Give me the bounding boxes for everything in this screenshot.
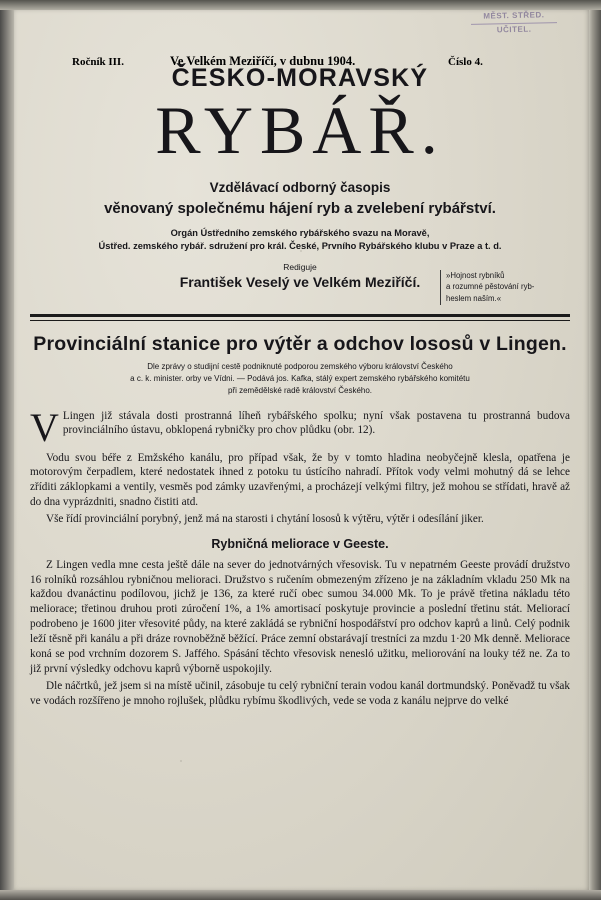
byline-line-1: Dle zprávy o studijní cestě podniknuté podporou zemského výboru království Českého: [147, 361, 453, 371]
journal-title-line-1: ČESKO-MORAVSKÝ: [171, 64, 429, 92]
article-byline: [30, 361, 570, 397]
paragraph-4: Z Lingen vedla mne cesta ještě dále na sever do jednotvárných vřesovisk. Tu v nepatrném Geeste provádí družstvo 16 rolníků rozsáhlou rybničnou melioraci. Družstvo s ručením obmezeným zřízeno je na základním vkladu 250 Mk na každou dvanáctinu podílovou, jichž je 136, za které ručí obec sumou 34.000 Mk. To je právě třetina nákladu této meliorace; třetinou druhou proti zúročení 1%, a 1% amortisací poskytuje provincie a poslední třetinu stát. Meliorací podrobeno je 1600 jiter vřesovité půdy, na které zakládá se rybniční hospodářství pro odchov kaprů a linů. Celý podnik leží těsně při kanálu a při dráze rovnoběžně běžící. Práce zemní obstarávají trestníci za mzdu 1·20 Mk denně. Meliorace koná se pod vrchním dozorem S. Jaffého. Spásání těchto vřesovisk nenesló užitku, meliorování na louky též ne. Za to již první výsledky odchovu kaprů výborně uspokojily.: [30, 558, 570, 675]
motto-line-1: »Hojnost rybníků: [446, 270, 505, 280]
editor-row: [30, 270, 570, 308]
article-body: [30, 404, 570, 709]
byline-line-2: a c. k. minister. orby ve Vídni. — Podává jos. Kafka, stálý expert zemského rybářského komitétu: [130, 373, 470, 383]
article-subhead: Rybničná meliorace v Geeste.: [211, 537, 389, 552]
scan-edge-top: [0, 0, 601, 10]
organ-line-2: Ústřed. zemského rybář. sdružení pro král. České, Prvního Rybářského klubu v Praze a t. d.: [98, 241, 502, 252]
masthead-divider: [30, 314, 570, 321]
article-headline: Provinciální stanice pro výtěr a odchov lososů v Lingen.: [33, 332, 567, 355]
stamp-line-1: MĚST. STŘED.: [471, 9, 557, 25]
journal-subtitle-1: Vzdělávací odborný časopis: [209, 179, 391, 195]
editor-label: Rediguje: [283, 261, 317, 272]
stamp-line-2: UČITEL.: [496, 24, 532, 35]
paragraph-1: [30, 404, 570, 450]
journal-subtitle-2: věnovaný společnému hájení ryb a zvelebení rybářství.: [104, 199, 496, 217]
paragraph-2: Vodu svou béře z Emžského kanálu, pro případ však, že by v tomto hladina neobyčejně klesla, opatřena je motorovým čerpadlem, které nedostatek ihned z potoku tu ústícího nahradí. Přítok vody velmi mohutný dá se lehce zříditi záklopkami a ventily, vesměs pod zámky uzavřenými, a procházejí velkými filtry, jež mohou se střídati, hravě až do dna vyprázdniti, snadno čistiti atd.: [30, 451, 570, 509]
journal-title-line-2: RYBÁŘ.: [155, 92, 445, 168]
scan-edge-left: [0, 0, 14, 900]
drop-cap: V: [30, 404, 59, 450]
page-content: [30, 18, 570, 711]
volume-label: Ročník III.: [72, 56, 124, 68]
byline-line-3: při zemědělské radě království Českého.: [227, 385, 373, 395]
organ-block: [30, 227, 570, 254]
motto-line-3: heslem naším.«: [446, 293, 502, 303]
place-date-label: Ve Velkém Meziříčí, v dubnu 1904.: [170, 54, 356, 68]
editor-name: František Veselý ve Velkém Meziříčí.: [179, 273, 421, 290]
motto-line-2: a rozumné pěstování ryb-: [446, 282, 535, 292]
paragraph-5: Dle náčrtků, jež jsem si na místě učinil, zásobuje tu celý rybniční terain vodou kanál dortmundský. Poněvadž tu však ve vodách rozšířeno je mnoho rojlušek, plůdku rybímu škodlivých, vede se voda z kanálu nejprve do velké: [30, 679, 570, 707]
issue-label: Číslo 4.: [448, 56, 483, 68]
paragraph-3: Vše řídí provinciální porybný, jenž má na starosti i chytání lososů k výtěru, výtěr i odesílání jiker.: [46, 513, 484, 526]
organ-line-1: Orgán Ústředního zemského rybářského svazu na Moravě,: [170, 227, 430, 238]
paragraph-1-text: Lingen již stávala dosti prostranná líheň rybářského spolku; nyní však postavena tu prostranná budova provinciálního ústavu, obklopená rybničky pro chov plůdku (obr. 12).: [62, 409, 570, 437]
motto-block: [440, 270, 564, 305]
scan-edge-bottom: [0, 890, 601, 900]
scan-edge-right: [589, 0, 601, 900]
